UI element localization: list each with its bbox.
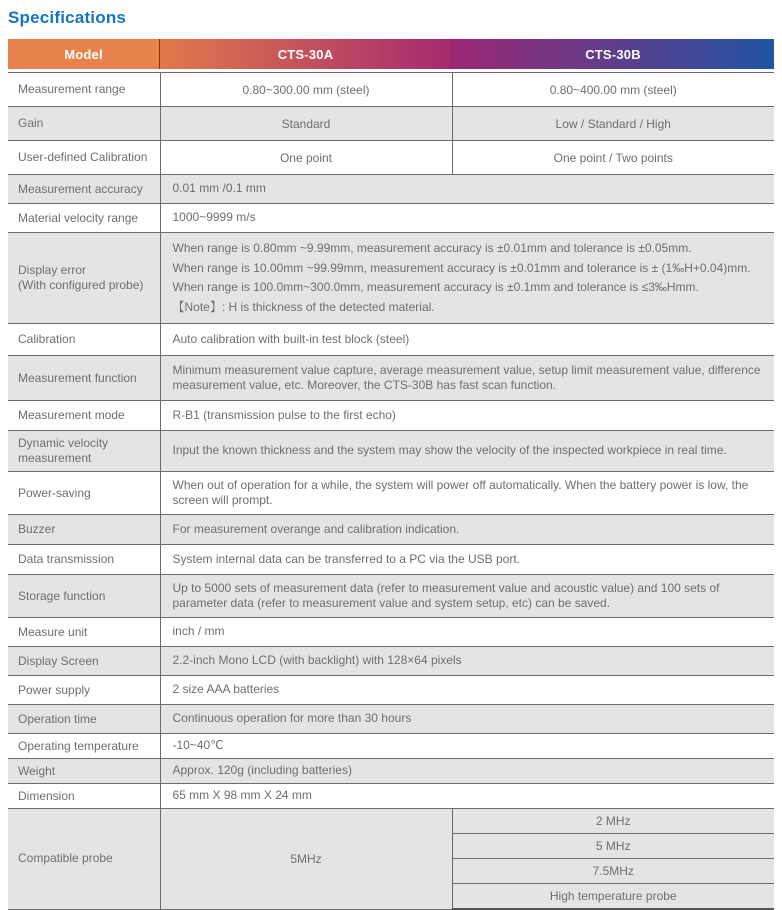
row-measurement-range	[8, 73, 774, 107]
row-value: For measurement overange and calibration indication.	[160, 515, 774, 545]
row-label: Buzzer	[8, 515, 160, 545]
probe-option-cts30b: 5 MHz	[452, 834, 774, 859]
row-value: Approx. 120g (including batteries)	[160, 759, 774, 784]
row-label: Measurement mode	[8, 401, 160, 431]
row-label-line1: Display error	[18, 263, 87, 277]
row-data-transmission	[8, 545, 774, 575]
row-display-screen	[8, 647, 774, 676]
display-error-note: 【Note】: H is thickness of the detected material.	[172, 299, 435, 314]
display-error-line1: When range is 0.80mm ~9.99mm, measurement accuracy is ±0.01mm and tolerance is ±0.05mm.	[172, 241, 692, 255]
row-gain	[8, 107, 774, 141]
row-value-cts30a: 5MHz	[160, 809, 452, 910]
row-dimension	[8, 784, 774, 809]
table-header	[8, 39, 774, 69]
row-label: Operating temperature	[8, 734, 160, 759]
row-label: Storage function	[8, 575, 160, 618]
row-label: Power supply	[8, 676, 160, 705]
probe-option-cts30b: High temperature probe	[452, 884, 774, 910]
probe-option-cts30b: 2 MHz	[452, 809, 774, 834]
row-label: Weight	[8, 759, 160, 784]
row-value: 65 mm X 98 mm X 24 mm	[160, 784, 774, 809]
row-value-cts30b: One point / Two points	[452, 141, 774, 175]
row-label: Operation time	[8, 705, 160, 734]
row-label: Power-saving	[8, 472, 160, 515]
row-value: 1000~9999 m/s	[160, 204, 774, 233]
row-operation-time	[8, 705, 774, 734]
row-label: Compatible probe	[8, 809, 160, 910]
row-measurement-mode	[8, 401, 774, 431]
row-label: Calibration	[8, 324, 160, 356]
row-material-velocity-range	[8, 204, 774, 233]
row-value: Auto calibration with built-in test block (steel)	[160, 324, 774, 356]
row-power-saving	[8, 472, 774, 515]
row-value: 2 size AAA batteries	[160, 676, 774, 705]
row-buzzer	[8, 515, 774, 545]
row-weight	[8, 759, 774, 784]
row-user-defined-calibration	[8, 141, 774, 175]
row-label-line2: (With configured probe)	[18, 278, 144, 292]
row-value-cts30a: One point	[160, 141, 452, 175]
row-value-cts30a: Standard	[160, 107, 452, 141]
header-cell-cts30a: CTS-30A	[160, 39, 452, 69]
row-label: Measurement accuracy	[8, 175, 160, 204]
row-value-cts30b: 0.80~400.00 mm (steel)	[452, 73, 774, 107]
row-label: User-defined Calibration	[8, 141, 160, 175]
row-value: Up to 5000 sets of measurement data (refer to measurement value and acoustic value) and 100 sets of parameter data (refer to measurement value and system setup, etc) can be saved.	[160, 575, 774, 618]
display-error-line2: When range is 10.00mm ~99.99mm, measurement accuracy is ±0.01mm and tolerance is ± (1‰H+0.04)mm.	[172, 260, 751, 275]
row-label: Gain	[8, 107, 160, 141]
row-value: -10~40℃	[160, 734, 774, 759]
row-label: Measurement range	[8, 73, 160, 107]
page-title: Specifications	[8, 8, 127, 27]
row-value: When out of operation for a while, the system will power off automatically. When the battery power is low, the screen will prompt.	[160, 472, 774, 515]
row-label: Dynamic velocity measurement	[8, 431, 160, 472]
header-cell-cts30b: CTS-30B	[452, 39, 774, 69]
row-value: System internal data can be transferred to a PC via the USB port.	[160, 545, 774, 575]
header-cell-model: Model	[8, 39, 160, 69]
spec-table	[8, 72, 774, 910]
row-display-error	[8, 233, 774, 324]
row-label: Data transmission	[8, 545, 160, 575]
row-value: R-B1 (transmission pulse to the first echo)	[160, 401, 774, 431]
row-measure-unit	[8, 618, 774, 647]
row-dynamic-velocity-measurement	[8, 431, 774, 472]
row-label	[8, 233, 160, 324]
row-value: Continuous operation for more than 30 hours	[160, 705, 774, 734]
row-calibration	[8, 324, 774, 356]
row-value: inch / mm	[160, 618, 774, 647]
row-label: Measure unit	[8, 618, 160, 647]
row-operating-temperature	[8, 734, 774, 759]
row-value: Input the known thickness and the system may show the velocity of the inspected workpiece in real time.	[160, 431, 774, 472]
row-power-supply	[8, 676, 774, 705]
row-label: Dimension	[8, 784, 160, 809]
row-value-cts30b: Low / Standard / High	[452, 107, 774, 141]
display-error-line3: When range is 100.0mm~300.0mm, measurement accuracy is ±0.1mm and tolerance is ≤3‰Hmm.	[172, 280, 699, 294]
row-value	[160, 233, 774, 324]
row-compatible-probe	[8, 809, 774, 834]
row-label: Material velocity range	[8, 204, 160, 233]
row-value: 0.01 mm /0.1 mm	[160, 175, 774, 204]
probe-option-cts30b: 7.5MHz	[452, 859, 774, 884]
row-storage-function	[8, 575, 774, 618]
row-measurement-accuracy	[8, 175, 774, 204]
row-value: 2.2-inch Mono LCD (with backlight) with 128×64 pixels	[160, 647, 774, 676]
row-label: Measurement function	[8, 356, 160, 401]
row-measurement-function	[8, 356, 774, 401]
row-value-cts30a: 0.80~300.00 mm (steel)	[160, 73, 452, 107]
row-value: Minimum measurement value capture, average measurement value, setup limit measurement value, difference measurement value, etc. Moreover, the CTS-30B has fast scan function.	[160, 356, 774, 401]
row-label: Display Screen	[8, 647, 160, 676]
